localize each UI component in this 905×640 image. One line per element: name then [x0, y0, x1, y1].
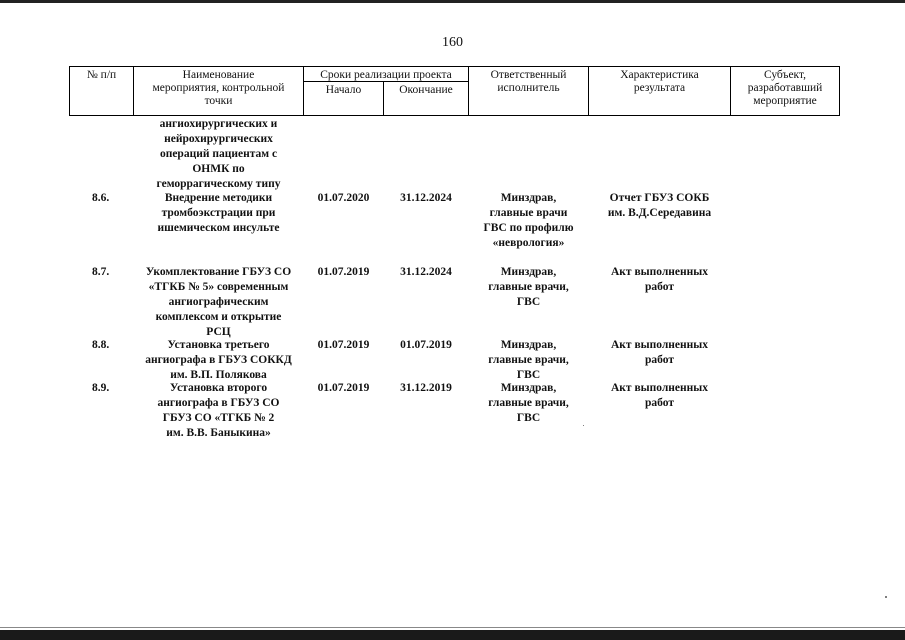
continuation-text: ангиохирургических и нейрохирургических операций пациентам с ОНМК по геморрагическому типу [156, 118, 281, 190]
row-responsible: Минздрав, главные врачи, ГВС [488, 266, 569, 308]
header-col-terms: Сроки реализации проекта [320, 69, 452, 81]
row-number: 8.9. [92, 382, 110, 394]
scan-speck [583, 425, 584, 426]
row-start-date: 01.07.2019 [317, 339, 370, 351]
row-end-date: 31.12.2019 [400, 382, 452, 394]
row-responsible: Минздрав, главные врачи, ГВС [488, 339, 569, 381]
row-number: 8.8. [92, 339, 110, 351]
row-result: Акт выполненных работ [610, 382, 709, 409]
header-col-subject: Субъект, разработавший мероприятие [747, 69, 823, 107]
row-name: Укомплектование ГБУЗ СО «ТГКБ № 5» современным ангиографическим комплексом и открытие РСЦ [145, 266, 292, 338]
header-col-num: № п/п [86, 69, 117, 81]
row-end-date: 01.07.2019 [400, 339, 452, 351]
page-number: 160 [442, 35, 463, 50]
row-end-date: 31.12.2024 [400, 192, 452, 204]
row-start-date: 01.07.2019 [317, 266, 370, 278]
row-start-date: 01.07.2020 [317, 192, 370, 204]
scan-speck [885, 596, 887, 598]
row-start-date: 01.07.2019 [317, 382, 370, 394]
row-number: 8.7. [92, 266, 110, 278]
header-col-start: Начало [325, 84, 362, 96]
row-name: Установка второго ангиографа в ГБУЗ СО ГБУЗ СО «ТГКБ № 2 им. В.В. Баныкина» [157, 382, 280, 439]
bottom-scan-bar [0, 630, 905, 640]
header-col-result: Характеристика результата [620, 69, 699, 94]
header-col-end: Окончание [399, 84, 453, 96]
row-number: 8.6. [92, 192, 110, 204]
row-responsible: Минздрав, главные врачи, ГВС [488, 382, 569, 424]
top-border-line [0, 0, 905, 3]
row-result: Отчет ГБУЗ СОКБ им. В.Д.Середавина [607, 192, 712, 219]
row-result: Акт выполненных работ [610, 339, 709, 366]
row-name: Установка третьего ангиографа в ГБУЗ СОККД им. В.П. Полякова [145, 339, 292, 381]
row-responsible: Минздрав, главные врачи ГВС по профилю «неврология» [483, 192, 574, 249]
header-col-responsible: Ответственный исполнитель [490, 69, 567, 94]
row-end-date: 31.12.2024 [400, 266, 452, 278]
header-col-name: Наименование мероприятия, контрольной точки [152, 69, 285, 107]
bottom-border-line [0, 627, 905, 628]
row-result: Акт выполненных работ [610, 266, 709, 293]
row-name: Внедрение методики тромбоэкстрации при ишемическом инсульте [157, 192, 280, 234]
